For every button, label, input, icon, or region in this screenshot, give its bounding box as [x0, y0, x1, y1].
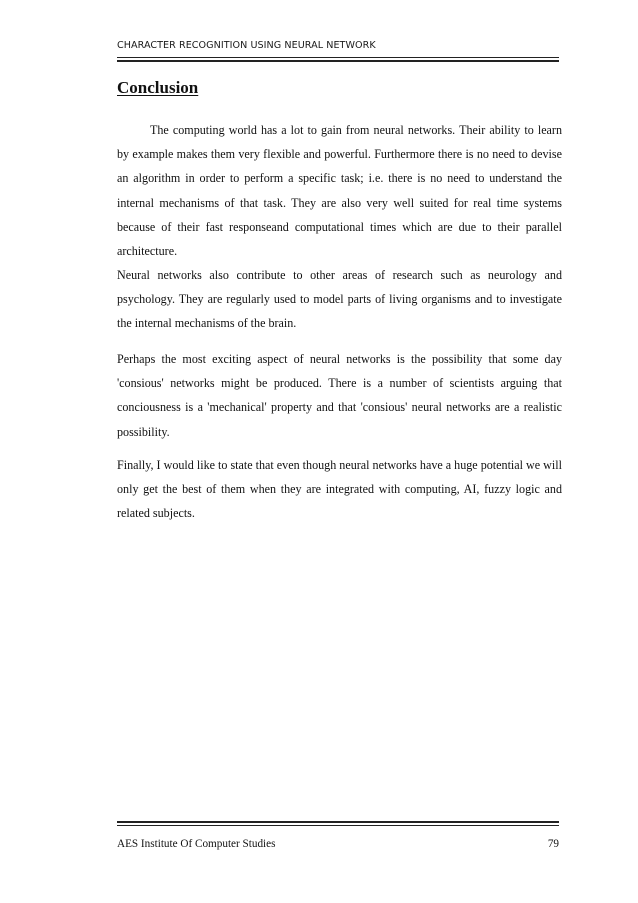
page-number: 79: [547, 838, 559, 850]
paragraph-4: Finally, I would like to state that even though neural networks have a huge potential we will only get the best of them when they are integrated with computing, AI, fuzzy logic and related subjects.: [117, 458, 562, 521]
footer-institute: AES Institute Of Computer Studies: [117, 838, 276, 850]
paragraph-1: The computing world has a lot to gain from neural networks. Their ability to learn by example makes them very flexible and powerful. Furthermore there is no need to devise an algorithm in order to perform a specific task; i.e. there is no need to understand the internal mechanisms of that task. They are also very well suited for real time systems because of their fast responseand computational times which are due to their parallel architecture.: [117, 123, 562, 259]
header-rule-thick: [117, 60, 559, 62]
running-header: CHARACTER RECOGNITION USING NEURAL NETWORK: [117, 40, 376, 51]
section-heading: Conclusion: [117, 78, 199, 97]
paragraph-2: Neural networks also contribute to other areas of research such as neurology and psychology. They are regularly used to model parts of living organisms and to investigate the internal mechanisms of the brain.: [117, 268, 562, 331]
paragraph-3: Perhaps the most exciting aspect of neural networks is the possibility that some day 'consious' networks might be produced. There is a number of scientists arguing that conciousness is a 'mechanical' property and that 'consious' neural networks are a realistic possibility.: [117, 352, 562, 439]
footer-rule: [117, 825, 559, 826]
footer-rule-thick: [117, 821, 559, 823]
header-rule: [117, 57, 559, 58]
